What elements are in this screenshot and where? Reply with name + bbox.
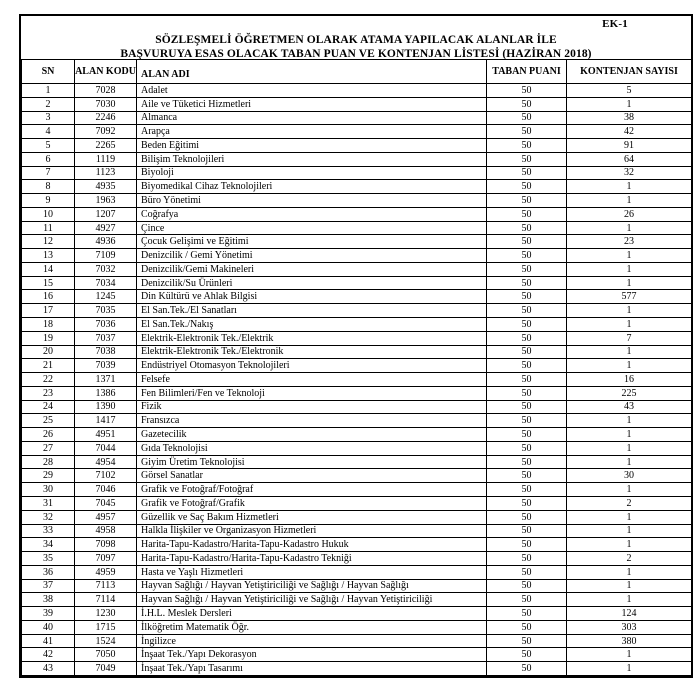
cell-taban-puani: 50 <box>487 304 567 318</box>
table-row <box>22 428 692 442</box>
table-row <box>22 221 692 235</box>
table-row <box>22 235 692 249</box>
cell-alan-adi: Elektrik-Elektronik Tek./Elektrik <box>137 331 487 345</box>
cell-alan-kodu: 4954 <box>75 455 137 469</box>
cell-taban-puani: 50 <box>487 648 567 662</box>
cell-alan-kodu: 7044 <box>75 441 137 455</box>
cell-alan-adi: Biyomedikal Cihaz Teknolojileri <box>137 180 487 194</box>
cell-taban-puani: 50 <box>487 607 567 621</box>
table-row <box>22 139 692 153</box>
table-row <box>22 318 692 332</box>
cell-kontenjan-sayisi: 225 <box>567 386 692 400</box>
cell-alan-kodu: 4935 <box>75 180 137 194</box>
cell-alan-kodu: 1230 <box>75 607 137 621</box>
cell-alan-adi: Bilişim Teknolojileri <box>137 152 487 166</box>
cell-alan-kodu: 7109 <box>75 249 137 263</box>
cell-sn: 6 <box>22 152 75 166</box>
cell-taban-puani: 50 <box>487 524 567 538</box>
cell-kontenjan-sayisi: 1 <box>567 318 692 332</box>
cell-taban-puani: 50 <box>487 180 567 194</box>
table-row <box>22 510 692 524</box>
cell-alan-kodu: 2246 <box>75 111 137 125</box>
cell-alan-adi: Hayvan Sağlığı / Hayvan Yetiştiriciliği ve Sağlığı / Hayvan Sağlığı <box>137 579 487 593</box>
cell-alan-kodu: 4959 <box>75 565 137 579</box>
cell-taban-puani: 50 <box>487 483 567 497</box>
cell-taban-puani: 50 <box>487 166 567 180</box>
cell-alan-adi: Elektrik-Elektronik Tek./Elektronik <box>137 345 487 359</box>
cell-alan-adi: Hayvan Sağlığı / Hayvan Yetiştiriciliği ve Sağlığı / Hayvan Yetiştiriciliği <box>137 593 487 607</box>
cell-sn: 37 <box>22 579 75 593</box>
cell-sn: 31 <box>22 496 75 510</box>
table-row <box>22 579 692 593</box>
cell-taban-puani: 50 <box>487 496 567 510</box>
title-line-1: SÖZLEŞMELİ ÖĞRETMEN OLARAK ATAMA YAPILACAK ALANLAR İLE <box>155 34 557 46</box>
cell-taban-puani: 50 <box>487 221 567 235</box>
cell-alan-adi: Adalet <box>137 84 487 98</box>
cell-sn: 2 <box>22 97 75 111</box>
cell-sn: 26 <box>22 428 75 442</box>
cell-alan-adi: Fizik <box>137 400 487 414</box>
cell-sn: 39 <box>22 607 75 621</box>
cell-alan-adi: İnşaat Tek./Yapı Tasarımı <box>137 662 487 676</box>
table-row <box>22 400 692 414</box>
cell-kontenjan-sayisi: 1 <box>567 276 692 290</box>
cell-alan-adi: Harita-Tapu-Kadastro/Harita-Tapu-Kadastro Hukuk <box>137 538 487 552</box>
cell-taban-puani: 50 <box>487 262 567 276</box>
cell-alan-kodu: 7032 <box>75 262 137 276</box>
cell-alan-kodu: 7097 <box>75 552 137 566</box>
table-row <box>22 634 692 648</box>
table-row <box>22 593 692 607</box>
cell-taban-puani: 50 <box>487 386 567 400</box>
cell-kontenjan-sayisi: 1 <box>567 648 692 662</box>
cell-alan-kodu: 7038 <box>75 345 137 359</box>
cell-alan-adi: Çocuk Gelişimi ve Eğitimi <box>137 235 487 249</box>
cell-sn: 4 <box>22 125 75 139</box>
cell-kontenjan-sayisi: 124 <box>567 607 692 621</box>
table-row <box>22 331 692 345</box>
cell-taban-puani: 50 <box>487 84 567 98</box>
cell-sn: 20 <box>22 345 75 359</box>
table-row <box>22 538 692 552</box>
cell-alan-adi: El San.Tek./Nakış <box>137 318 487 332</box>
cell-sn: 29 <box>22 469 75 483</box>
cell-sn: 8 <box>22 180 75 194</box>
table-row <box>22 84 692 98</box>
cell-sn: 19 <box>22 331 75 345</box>
table-row <box>22 249 692 263</box>
cell-sn: 41 <box>22 634 75 648</box>
cell-alan-kodu: 1390 <box>75 400 137 414</box>
cell-sn: 16 <box>22 290 75 304</box>
cell-alan-adi: Felsefe <box>137 373 487 387</box>
cell-alan-adi: Büro Yönetimi <box>137 194 487 208</box>
cell-alan-kodu: 7102 <box>75 469 137 483</box>
cell-kontenjan-sayisi: 1 <box>567 593 692 607</box>
column-header-taban-puani: TABAN PUANI <box>487 60 567 84</box>
cell-kontenjan-sayisi: 1 <box>567 428 692 442</box>
cell-kontenjan-sayisi: 1 <box>567 262 692 276</box>
cell-taban-puani: 50 <box>487 373 567 387</box>
cell-sn: 9 <box>22 194 75 208</box>
table-row <box>22 111 692 125</box>
cell-taban-puani: 50 <box>487 139 567 153</box>
cell-alan-kodu: 7113 <box>75 579 137 593</box>
cell-taban-puani: 50 <box>487 469 567 483</box>
table-row <box>22 276 692 290</box>
table-row <box>22 607 692 621</box>
cell-sn: 42 <box>22 648 75 662</box>
cell-taban-puani: 50 <box>487 345 567 359</box>
cell-taban-puani: 50 <box>487 235 567 249</box>
cell-sn: 25 <box>22 414 75 428</box>
cell-kontenjan-sayisi: 1 <box>567 510 692 524</box>
cell-sn: 40 <box>22 620 75 634</box>
cell-alan-kodu: 7034 <box>75 276 137 290</box>
cell-alan-kodu: 4951 <box>75 428 137 442</box>
cell-alan-adi: Biyoloji <box>137 166 487 180</box>
cell-alan-adi: İlköğretim Matematik Öğr. <box>137 620 487 634</box>
cell-alan-adi: Din Kültürü ve Ahlak Bilgisi <box>137 290 487 304</box>
cell-kontenjan-sayisi: 30 <box>567 469 692 483</box>
cell-kontenjan-sayisi: 1 <box>567 441 692 455</box>
cell-kontenjan-sayisi: 1 <box>567 414 692 428</box>
cell-taban-puani: 50 <box>487 97 567 111</box>
table-row <box>22 262 692 276</box>
cell-alan-kodu: 1119 <box>75 152 137 166</box>
cell-sn: 12 <box>22 235 75 249</box>
cell-taban-puani: 50 <box>487 593 567 607</box>
cell-kontenjan-sayisi: 380 <box>567 634 692 648</box>
cell-alan-adi: Grafik ve Fotoğraf/Grafik <box>137 496 487 510</box>
table-row <box>22 455 692 469</box>
table-row <box>22 152 692 166</box>
cell-alan-adi: Hasta ve Yaşlı Hizmetleri <box>137 565 487 579</box>
cell-taban-puani: 50 <box>487 662 567 676</box>
table-row <box>22 304 692 318</box>
cell-alan-adi: Beden Eğitimi <box>137 139 487 153</box>
cell-taban-puani: 50 <box>487 428 567 442</box>
cell-kontenjan-sayisi: 1 <box>567 662 692 676</box>
column-header-sn: SN <box>22 60 75 84</box>
document-frame <box>19 14 693 678</box>
cell-alan-kodu: 2265 <box>75 139 137 153</box>
cell-alan-kodu: 1417 <box>75 414 137 428</box>
cell-alan-kodu: 7036 <box>75 318 137 332</box>
cell-alan-kodu: 1371 <box>75 373 137 387</box>
cell-kontenjan-sayisi: 2 <box>567 496 692 510</box>
cell-alan-kodu: 7049 <box>75 662 137 676</box>
cell-alan-adi: Arapça <box>137 125 487 139</box>
table-row <box>22 496 692 510</box>
cell-sn: 24 <box>22 400 75 414</box>
cell-kontenjan-sayisi: 23 <box>567 235 692 249</box>
cell-alan-kodu: 1524 <box>75 634 137 648</box>
cell-alan-kodu: 1386 <box>75 386 137 400</box>
cell-alan-adi: Görsel Sanatlar <box>137 469 487 483</box>
cell-taban-puani: 50 <box>487 290 567 304</box>
table-row <box>22 290 692 304</box>
cell-sn: 38 <box>22 593 75 607</box>
cell-alan-kodu: 4958 <box>75 524 137 538</box>
cell-alan-adi: İnşaat Tek./Yapı Dekorasyon <box>137 648 487 662</box>
cell-kontenjan-sayisi: 1 <box>567 249 692 263</box>
cell-sn: 28 <box>22 455 75 469</box>
cell-kontenjan-sayisi: 16 <box>567 373 692 387</box>
cell-alan-kodu: 7046 <box>75 483 137 497</box>
cell-sn: 15 <box>22 276 75 290</box>
cell-alan-adi: Güzellik ve Saç Bakım Hizmetleri <box>137 510 487 524</box>
cell-taban-puani: 50 <box>487 331 567 345</box>
cell-kontenjan-sayisi: 26 <box>567 207 692 221</box>
cell-sn: 11 <box>22 221 75 235</box>
cell-kontenjan-sayisi: 1 <box>567 359 692 373</box>
cell-taban-puani: 50 <box>487 620 567 634</box>
table-row <box>22 565 692 579</box>
cell-sn: 18 <box>22 318 75 332</box>
table-header <box>22 60 692 84</box>
cell-alan-adi: Gazetecilik <box>137 428 487 442</box>
cell-alan-kodu: 1123 <box>75 166 137 180</box>
quota-table <box>21 59 692 676</box>
table-row <box>22 483 692 497</box>
column-header-alan-adi: ALAN ADI <box>137 60 487 84</box>
table-row <box>22 97 692 111</box>
cell-taban-puani: 50 <box>487 152 567 166</box>
cell-sn: 1 <box>22 84 75 98</box>
table-row <box>22 662 692 676</box>
cell-taban-puani: 50 <box>487 111 567 125</box>
cell-kontenjan-sayisi: 1 <box>567 455 692 469</box>
cell-kontenjan-sayisi: 42 <box>567 125 692 139</box>
cell-alan-kodu: 1207 <box>75 207 137 221</box>
cell-alan-adi: Almanca <box>137 111 487 125</box>
cell-kontenjan-sayisi: 43 <box>567 400 692 414</box>
cell-alan-kodu: 7035 <box>75 304 137 318</box>
cell-taban-puani: 50 <box>487 579 567 593</box>
table-body <box>22 84 692 676</box>
cell-kontenjan-sayisi: 2 <box>567 552 692 566</box>
cell-sn: 10 <box>22 207 75 221</box>
cell-alan-kodu: 7092 <box>75 125 137 139</box>
cell-alan-kodu: 4927 <box>75 221 137 235</box>
cell-sn: 27 <box>22 441 75 455</box>
cell-kontenjan-sayisi: 91 <box>567 139 692 153</box>
cell-taban-puani: 50 <box>487 455 567 469</box>
cell-taban-puani: 50 <box>487 318 567 332</box>
cell-sn: 34 <box>22 538 75 552</box>
cell-alan-adi: Halkla İlişkiler ve Organizasyon Hizmetleri <box>137 524 487 538</box>
cell-kontenjan-sayisi: 1 <box>567 221 692 235</box>
cell-alan-adi: Aile ve Tüketici Hizmetleri <box>137 97 487 111</box>
cell-sn: 21 <box>22 359 75 373</box>
cell-kontenjan-sayisi: 5 <box>567 84 692 98</box>
column-header-alan-kodu: ALAN KODU <box>75 60 137 84</box>
cell-sn: 23 <box>22 386 75 400</box>
cell-kontenjan-sayisi: 1 <box>567 483 692 497</box>
cell-taban-puani: 50 <box>487 634 567 648</box>
cell-kontenjan-sayisi: 1 <box>567 345 692 359</box>
table-row <box>22 414 692 428</box>
cell-taban-puani: 50 <box>487 125 567 139</box>
cell-alan-adi: Gıda Teknolojisi <box>137 441 487 455</box>
cell-alan-adi: El San.Tek./El Sanatları <box>137 304 487 318</box>
cell-sn: 13 <box>22 249 75 263</box>
cell-taban-puani: 50 <box>487 207 567 221</box>
cell-alan-kodu: 1715 <box>75 620 137 634</box>
cell-alan-kodu: 7030 <box>75 97 137 111</box>
cell-kontenjan-sayisi: 1 <box>567 304 692 318</box>
cell-alan-adi: Denizcilik/Su Ürünleri <box>137 276 487 290</box>
title-line-2: BAŞVURUYA ESAS OLACAK TABAN PUAN VE KONTENJAN LİSTESİ (HAZİRAN 2018) <box>120 47 592 60</box>
cell-alan-kodu: 4936 <box>75 235 137 249</box>
cell-alan-adi: Denizcilik/Gemi Makineleri <box>137 262 487 276</box>
cell-taban-puani: 50 <box>487 441 567 455</box>
cell-alan-adi: Denizcilik / Gemi Yönetimi <box>137 249 487 263</box>
cell-alan-adi: Endüstriyel Otomasyon Teknolojileri <box>137 359 487 373</box>
cell-alan-kodu: 7098 <box>75 538 137 552</box>
cell-kontenjan-sayisi: 1 <box>567 538 692 552</box>
cell-sn: 7 <box>22 166 75 180</box>
cell-kontenjan-sayisi: 7 <box>567 331 692 345</box>
cell-kontenjan-sayisi: 1 <box>567 97 692 111</box>
cell-taban-puani: 50 <box>487 249 567 263</box>
cell-taban-puani: 50 <box>487 414 567 428</box>
document-title <box>21 34 691 61</box>
cell-sn: 33 <box>22 524 75 538</box>
cell-sn: 17 <box>22 304 75 318</box>
cell-sn: 43 <box>22 662 75 676</box>
cell-kontenjan-sayisi: 1 <box>567 524 692 538</box>
cell-alan-adi: Çince <box>137 221 487 235</box>
cell-sn: 5 <box>22 139 75 153</box>
cell-sn: 3 <box>22 111 75 125</box>
table-row <box>22 373 692 387</box>
cell-taban-puani: 50 <box>487 565 567 579</box>
table-row <box>22 469 692 483</box>
cell-taban-puani: 50 <box>487 552 567 566</box>
cell-alan-kodu: 1245 <box>75 290 137 304</box>
cell-kontenjan-sayisi: 1 <box>567 579 692 593</box>
cell-alan-adi: Grafik ve Fotoğraf/Fotoğraf <box>137 483 487 497</box>
table-row <box>22 166 692 180</box>
table-row <box>22 194 692 208</box>
cell-alan-kodu: 4957 <box>75 510 137 524</box>
cell-alan-kodu: 7114 <box>75 593 137 607</box>
cell-alan-adi: Coğrafya <box>137 207 487 221</box>
cell-taban-puani: 50 <box>487 194 567 208</box>
table-row <box>22 359 692 373</box>
table-row <box>22 648 692 662</box>
cell-sn: 22 <box>22 373 75 387</box>
cell-taban-puani: 50 <box>487 538 567 552</box>
cell-alan-kodu: 7037 <box>75 331 137 345</box>
cell-alan-kodu: 7045 <box>75 496 137 510</box>
cell-kontenjan-sayisi: 1 <box>567 565 692 579</box>
table-row <box>22 386 692 400</box>
cell-taban-puani: 50 <box>487 276 567 290</box>
table-row <box>22 345 692 359</box>
table-row <box>22 207 692 221</box>
cell-taban-puani: 50 <box>487 400 567 414</box>
cell-alan-adi: Harita-Tapu-Kadastro/Harita-Tapu-Kadastro Tekniği <box>137 552 487 566</box>
cell-kontenjan-sayisi: 577 <box>567 290 692 304</box>
table-row <box>22 180 692 194</box>
table-row <box>22 552 692 566</box>
cell-sn: 30 <box>22 483 75 497</box>
cell-sn: 35 <box>22 552 75 566</box>
cell-kontenjan-sayisi: 1 <box>567 180 692 194</box>
cell-kontenjan-sayisi: 32 <box>567 166 692 180</box>
table-row <box>22 441 692 455</box>
cell-sn: 32 <box>22 510 75 524</box>
header-row <box>22 60 692 84</box>
cell-sn: 14 <box>22 262 75 276</box>
cell-alan-adi: İ.H.L. Meslek Dersleri <box>137 607 487 621</box>
cell-taban-puani: 50 <box>487 510 567 524</box>
table-row <box>22 524 692 538</box>
cell-alan-kodu: 7050 <box>75 648 137 662</box>
cell-alan-kodu: 1963 <box>75 194 137 208</box>
cell-kontenjan-sayisi: 1 <box>567 194 692 208</box>
cell-kontenjan-sayisi: 38 <box>567 111 692 125</box>
cell-alan-adi: İngilizce <box>137 634 487 648</box>
cell-alan-adi: Giyim Üretim Teknolojisi <box>137 455 487 469</box>
cell-kontenjan-sayisi: 303 <box>567 620 692 634</box>
cell-taban-puani: 50 <box>487 359 567 373</box>
column-header-kontenjan-sayisi: KONTENJAN SAYISI <box>567 60 692 84</box>
cell-kontenjan-sayisi: 64 <box>567 152 692 166</box>
cell-sn: 36 <box>22 565 75 579</box>
cell-alan-kodu: 7028 <box>75 84 137 98</box>
cell-alan-adi: Fen Bilimleri/Fen ve Teknoloji <box>137 386 487 400</box>
cell-alan-adi: Fransızca <box>137 414 487 428</box>
table-row <box>22 620 692 634</box>
table-row <box>22 125 692 139</box>
cell-alan-kodu: 7039 <box>75 359 137 373</box>
annex-tag: EK-1 <box>602 18 628 30</box>
